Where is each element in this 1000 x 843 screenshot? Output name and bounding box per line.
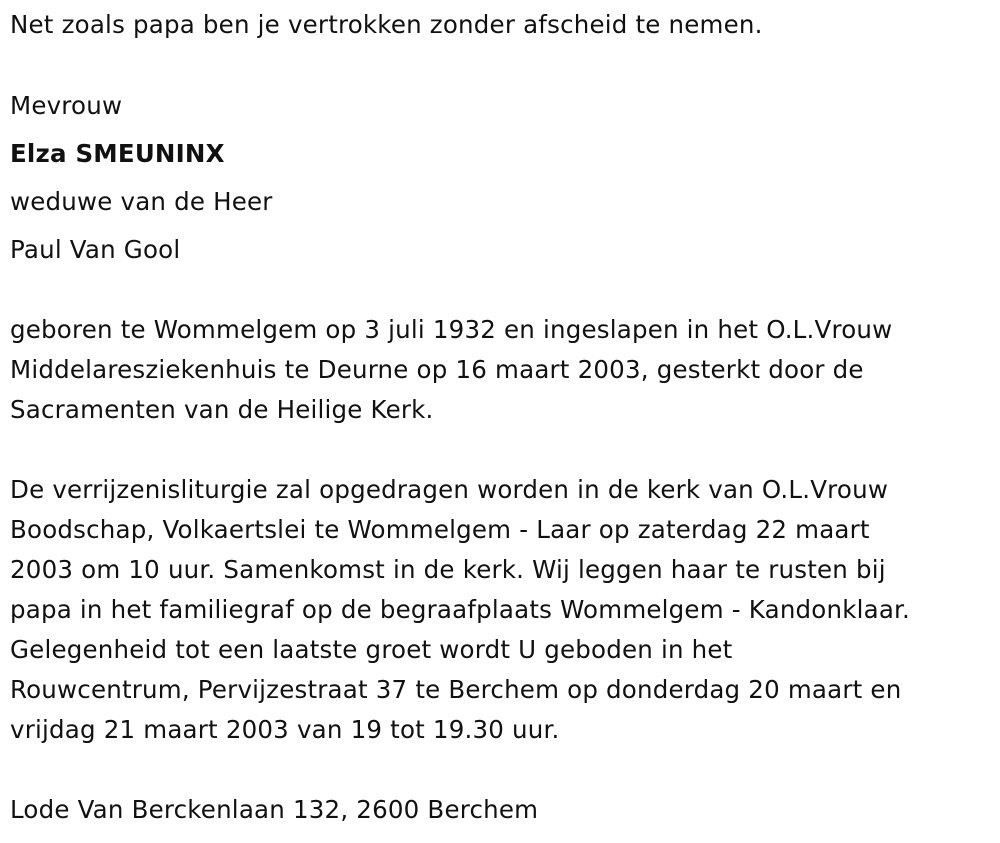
- intro-line: Net zoals papa ben je vertrokken zonder afscheid te nemen.: [10, 10, 763, 39]
- birth-death-line: Sacramenten van de Heilige Kerk.: [10, 395, 434, 424]
- widow-of-label: weduwe van de Heer: [10, 187, 273, 216]
- ceremony-line: papa in het familiegraf op de begraafplaats Wommelgem - Kandonklaar.: [10, 595, 911, 624]
- correspondence-address: Lode Van Berckenlaan 132, 2600 Berchem: [10, 795, 539, 824]
- ceremony-line: vrijdag 21 maart 2003 van 19 tot 19.30 uur.: [10, 715, 560, 744]
- birth-death-line: Middelaresziekenhuis te Deurne op 16 maart 2003, gesterkt door de: [10, 355, 864, 384]
- deceased-name: Elza SMEUNINX: [10, 139, 225, 168]
- ceremony-line: De verrijzenisliturgie zal opgedragen worden in de kerk van O.L.Vrouw: [10, 475, 889, 504]
- birth-death-line: geboren te Wommelgem op 3 juli 1932 en ingeslapen in het O.L.Vrouw: [10, 315, 893, 344]
- ceremony-line: Boodschap, Volkaertslei te Wommelgem - Laar op zaterdag 22 maart: [10, 515, 870, 544]
- ceremony-line: Rouwcentrum, Pervijzestraat 37 te Berchem op donderdag 20 maart en: [10, 675, 902, 704]
- ceremony-line: 2003 om 10 uur. Samenkomst in de kerk. Wij leggen haar te rusten bij: [10, 555, 886, 584]
- ceremony-line: Gelegenheid tot een laatste groet wordt U geboden in het: [10, 635, 733, 664]
- spouse-name: Paul Van Gool: [10, 235, 181, 264]
- honorific: Mevrouw: [10, 91, 123, 120]
